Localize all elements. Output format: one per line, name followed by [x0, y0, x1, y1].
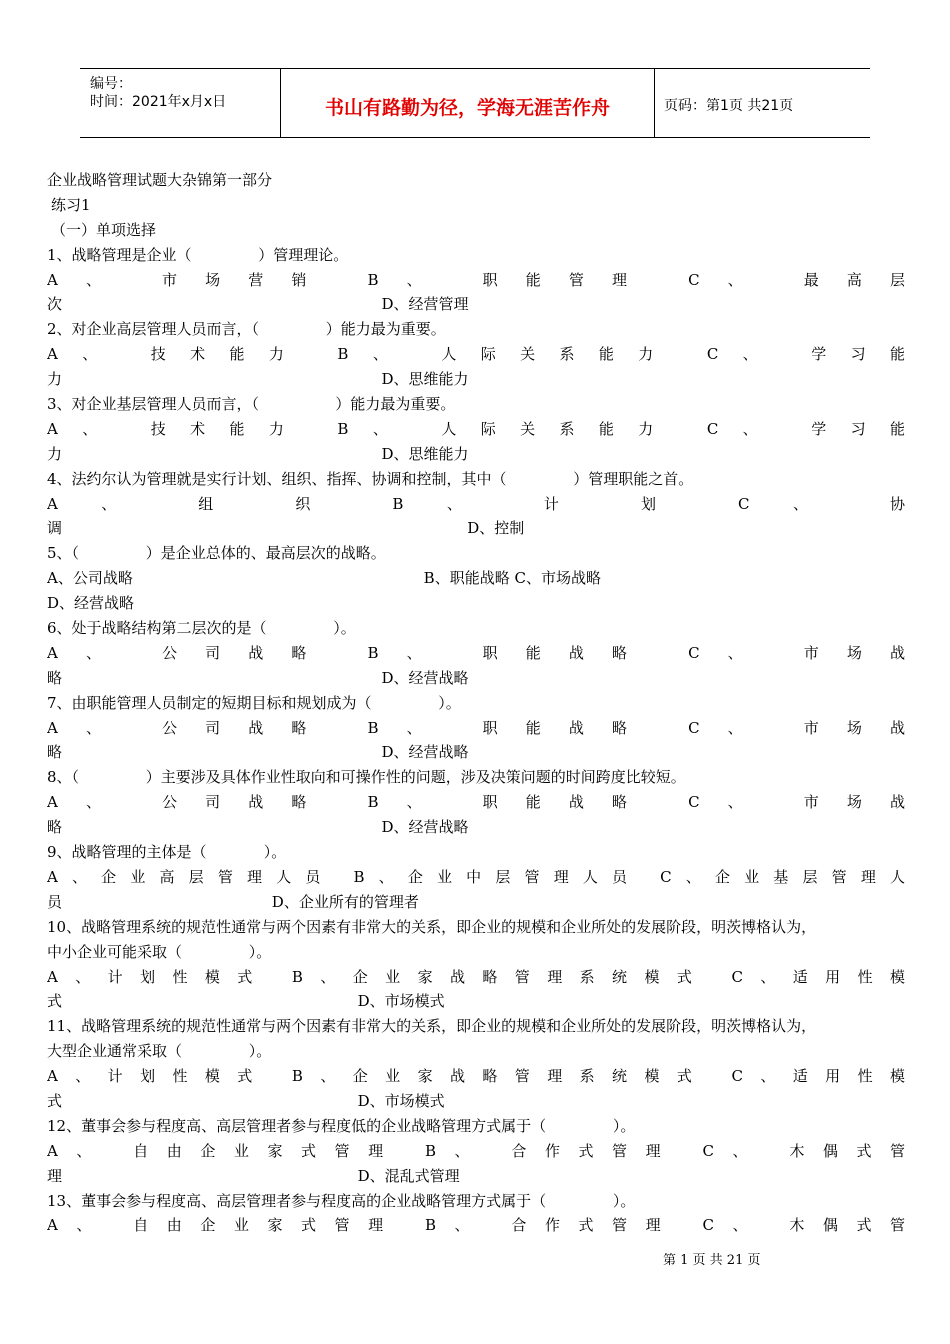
question-line: 4、法约尔认为管理就是实行计划、组织、指挥、协调和控制，其中（ ）管理职能之首。	[47, 469, 694, 488]
question-line: 12、董事会参与程度高、高层管理者参与程度低的企业战略管理方式属于（ ）。	[47, 1116, 636, 1135]
question-line: 7、由职能管理人员制定的短期目标和规划成为（ ）。	[47, 693, 461, 712]
option-line: A、 市场营销 B、 职能管理 C、 最高层	[47, 270, 905, 289]
motto-text: 书山有路勤为径，学海无涯苦作舟	[324, 97, 610, 119]
question-list	[47, 243, 905, 1239]
date-label: 时间：2021年x月x日	[90, 94, 227, 110]
question-line: 6、处于战略结构第二层次的是（ ）。	[47, 619, 356, 638]
question-line: 2、对企业高层管理人员而言，（ ）能力最为重要。	[47, 320, 446, 339]
option-line: A、 公司战略 B、 职能战略 C、 市场战	[47, 718, 905, 737]
question-line: 10、战略管理系统的规范性通常与两个因素有非常大的关系，即企业的规模和企业所处的发展阶段，明茨博格认为，	[47, 917, 817, 936]
option-line: A、计划性模式 B、企业家战略管理系统模式 C、适用性模	[47, 1067, 905, 1086]
number-label: 编号：	[90, 76, 132, 92]
option-line: 中小企业可能采取（ ）。	[47, 942, 272, 961]
exercise-heading: 练习1	[51, 195, 91, 214]
option-line: 力 D、思维能力	[47, 370, 469, 389]
section-heading: （一）单项选择	[51, 220, 157, 239]
option-line: A、公司战略 B、职能战略 C、市场战略	[47, 569, 601, 588]
header-page-cell	[656, 69, 870, 137]
option-line: 略 D、经营战略	[47, 818, 469, 837]
option-line: 大型企业通常采取（ ）。	[47, 1042, 272, 1061]
question-line: 1、战略管理是企业（ ）管理理论。	[47, 245, 349, 264]
option-line: 力 D、思维能力	[47, 444, 469, 463]
option-line: 次 D、经营管理	[47, 295, 469, 314]
page-header	[80, 68, 870, 138]
option-line: 员 D、企业所有的管理者	[47, 892, 419, 911]
option-line: A、 自由企业家式管理 B、 合作式管理 C、 木偶式管	[47, 1216, 905, 1235]
question-line: 5、（ ）是企业总体的、最高层次的战略。	[47, 544, 386, 563]
option-line: A、 公司战略 B、 职能战略 C、 市场战	[47, 793, 905, 812]
option-line: 调 D、控制	[47, 519, 525, 538]
question-line: 3、对企业基层管理人员而言，（ ）能力最为重要。	[47, 395, 456, 414]
document-title: 企业战略管理试题大杂锦第一部分	[47, 171, 273, 189]
page-footer: 第 1 页 共 21 页	[663, 1253, 761, 1268]
header-motto-cell	[281, 69, 655, 137]
option-line: A、 自由企业家式管理 B、 合作式管理 C、 木偶式管	[47, 1141, 905, 1160]
option-line: D、经营战略	[47, 594, 135, 613]
option-line: 略 D、经营战略	[47, 668, 469, 687]
question-line: 13、董事会参与程度高、高层管理者参与程度高的企业战略管理方式属于（ ）。	[47, 1191, 636, 1210]
option-line: 略 D、经营战略	[47, 743, 469, 762]
option-line: 理 D、混乱式管理	[47, 1166, 460, 1185]
question-line: 11、战略管理系统的规范性通常与两个因素有非常大的关系，即企业的规模和企业所处的发展阶段，明茨博格认为，	[47, 1017, 817, 1036]
option-line: A、 公司战略 B、 职能战略 C、 市场战	[47, 643, 905, 662]
option-line: A、计划性模式 B、企业家战略管理系统模式 C、适用性模	[47, 967, 905, 986]
document-body	[47, 168, 905, 1238]
page-info: 页码：第1页 共21页	[664, 98, 794, 114]
option-line: A、企业高层管理人员 B、企业中层管理人员 C、企业基层管理人	[47, 867, 905, 886]
option-line: 式 D、市场模式	[47, 1091, 445, 1110]
question-line: 8、（ ）主要涉及具体作业性取向和可操作性的问题，涉及决策问题的时间跨度比较短。	[47, 768, 686, 787]
header-meta-cell	[80, 69, 281, 137]
question-line: 9、战略管理的主体是（ ）。	[47, 843, 287, 862]
option-line: 式 D、市场模式	[47, 992, 445, 1011]
option-line: A 、 组 织 B 、 计 划 C 、 协	[47, 494, 905, 513]
option-line: A、 技术能力 B、 人际关系能力 C、 学习能	[47, 419, 905, 438]
option-line: A、 技术能力 B、 人际关系能力 C、 学习能	[47, 345, 905, 364]
